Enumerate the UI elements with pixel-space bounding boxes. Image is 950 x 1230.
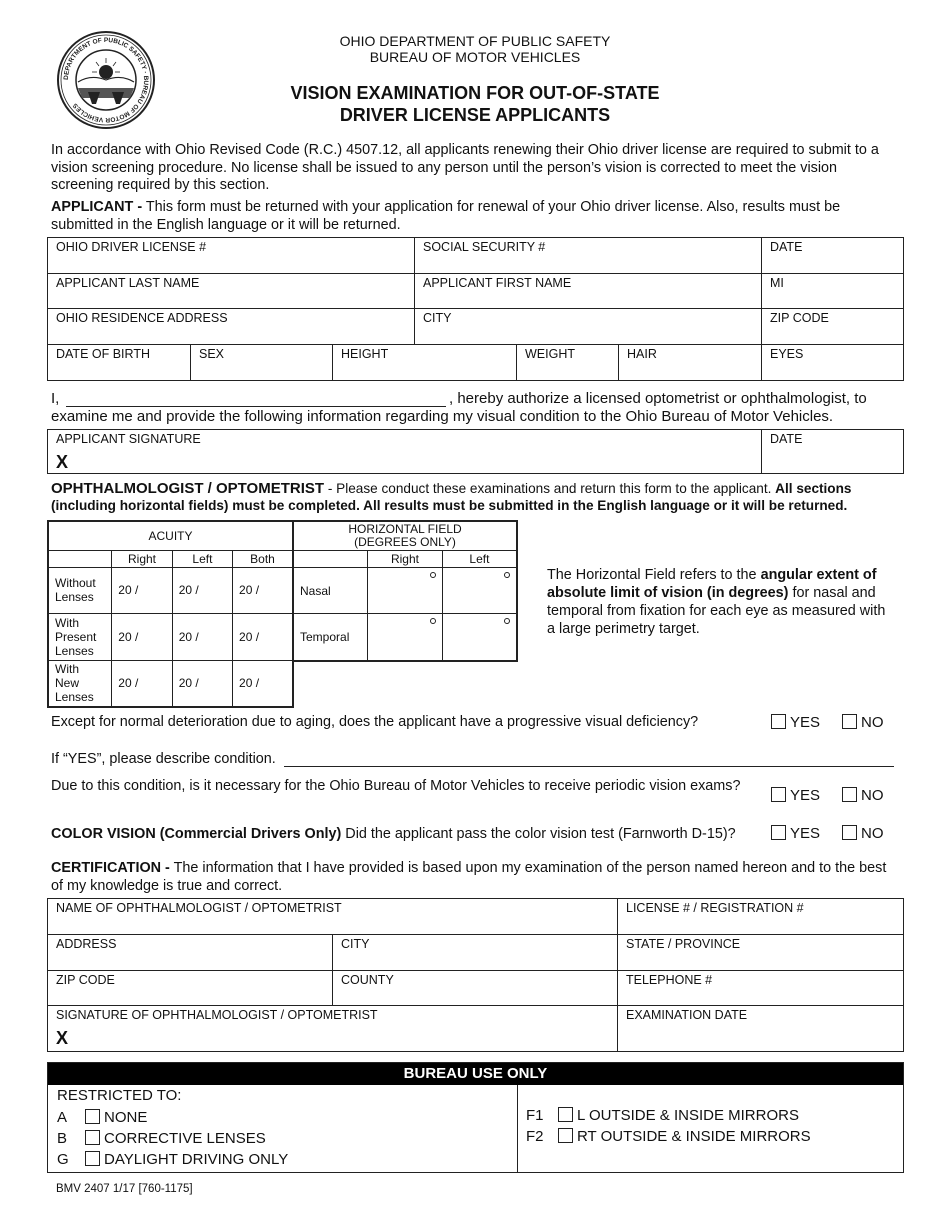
acuity-row: [48, 660, 293, 707]
height-field[interactable]: [333, 345, 517, 380]
doctor-address-field[interactable]: [48, 935, 333, 971]
horizontal-field-table: [292, 520, 518, 662]
first-name-label: APPLICANT FIRST NAME: [423, 276, 572, 290]
degree-icon: [430, 572, 436, 578]
acuity-value-cell[interactable]: 20 /: [112, 660, 172, 707]
doctor-instructions-label: OPHTHALMOLOGIST / OPTOMETRIST: [51, 480, 325, 497]
field-note-bold: angular extent of absolute limit of vision (in degrees): [547, 567, 877, 601]
restriction-label: DAYLIGHT DRIVING ONLY: [104, 1151, 289, 1168]
eyes-label: EYES: [770, 347, 804, 361]
authorization-line-2: examine me and provide the following information regarding my visual condition to the Ohio Bureau of Motor Vehicles.: [51, 408, 834, 425]
mi-field[interactable]: [762, 274, 903, 309]
checkbox-icon[interactable]: [842, 714, 857, 729]
doctor-telephone-field[interactable]: [618, 971, 903, 1006]
certification-label: CERTIFICATION -: [51, 860, 170, 876]
degree-icon: [504, 618, 510, 624]
doctor-telephone-label: TELEPHONE #: [626, 973, 713, 987]
doctor-zip-field[interactable]: [48, 971, 333, 1006]
acuity-value-cell[interactable]: 20 /: [172, 660, 232, 707]
city-label: CITY: [423, 311, 452, 325]
acuity-value-cell[interactable]: 20 /: [233, 613, 293, 660]
color-vision-text: Did the applicant pass the color vision test (Farnworth D-15)?: [341, 826, 736, 842]
acuity-corner: [48, 550, 112, 567]
checkbox-icon[interactable]: [85, 1151, 100, 1166]
field-degree-cell[interactable]: [368, 614, 443, 661]
mi-label: MI: [770, 276, 784, 290]
applicant-signature-field[interactable]: [48, 430, 762, 473]
restriction-option[interactable]: [57, 1109, 147, 1126]
exam-date-label: EXAMINATION DATE: [626, 1008, 748, 1022]
field-col-right: Right: [368, 551, 443, 568]
signature-x-mark: X: [56, 452, 69, 472]
q2-yes-label: YES: [790, 787, 821, 804]
form-title: [180, 82, 770, 126]
hair-label: HAIR: [627, 347, 657, 361]
bureau-use-only-box: [47, 1062, 904, 1173]
q2-no-label: NO: [861, 787, 884, 804]
authorization-suffix: , hereby authorize a licensed optometrist or ophthalmologist, to: [449, 390, 867, 407]
restricted-label: RESTRICTED TO:: [57, 1087, 182, 1104]
field-note-text-2: for nasal and temporal from fixation for each eye as measured with a large perimetry target.: [547, 585, 886, 637]
acuity-table: [47, 520, 294, 708]
signature-date-label: DATE: [770, 432, 803, 446]
restriction-code: B: [57, 1130, 68, 1147]
last-name-field[interactable]: [48, 274, 415, 309]
agency-name: OHIO DEPARTMENT OF PUBLIC SAFETY: [339, 33, 611, 49]
degree-icon: [504, 572, 510, 578]
address-label: OHIO RESIDENCE ADDRESS: [56, 311, 228, 325]
checkbox-icon[interactable]: [771, 787, 786, 802]
q1-yes-option[interactable]: [771, 714, 820, 731]
applicant-note: [51, 199, 896, 234]
applicant-note-text: This form must be returned with your application for renewal of your Ohio driver license. Also, results must be submitted in the English language or it will be returned.: [51, 199, 841, 233]
restriction-label: CORRECTIVE LENSES: [104, 1130, 266, 1147]
field-heading-line-2: (DEGREES ONLY): [354, 535, 456, 549]
color-vision-label: COLOR VISION (Commercial Drivers Only): [51, 826, 342, 842]
doctor-instructions: [51, 480, 896, 514]
field-degree-cell[interactable]: [368, 568, 443, 614]
checkbox-icon[interactable]: [558, 1128, 573, 1143]
doctor-name-label: NAME OF OPHTHALMOLOGIST / OPTOMETRIST: [56, 901, 342, 915]
acuity-col-both: Both: [233, 550, 293, 567]
acuity-row: [48, 567, 293, 613]
dob-field[interactable]: [48, 345, 191, 380]
applicant-note-label: APPLICANT -: [51, 199, 143, 215]
checkbox-icon[interactable]: [842, 825, 857, 840]
date-field[interactable]: [762, 238, 903, 274]
ohio-license-label: OHIO DRIVER LICENSE #: [56, 240, 207, 254]
mirror-label: RT OUTSIDE & INSIDE MIRRORS: [577, 1128, 811, 1145]
agency-header: [180, 33, 770, 65]
zip-field[interactable]: [762, 309, 903, 345]
ohio-license-field[interactable]: [48, 238, 415, 274]
doctor-name-field[interactable]: [48, 899, 618, 935]
height-label: HEIGHT: [341, 347, 389, 361]
progressive-deficiency-question: Except for normal deterioration due to aging, does the applicant have a progressive visual deficiency?: [51, 714, 699, 730]
acuity-value-cell[interactable]: 20 /: [172, 567, 232, 613]
city-field[interactable]: [415, 309, 762, 345]
ssn-label: SOCIAL SECURITY #: [423, 240, 546, 254]
doctor-address-label: ADDRESS: [56, 937, 117, 951]
eyes-field[interactable]: [762, 345, 903, 380]
bureau-name: BUREAU OF MOTOR VEHICLES: [369, 49, 581, 65]
address-field[interactable]: [48, 309, 415, 345]
checkbox-icon[interactable]: [85, 1109, 100, 1124]
color-vision-question: [51, 826, 736, 843]
doctor-signature-field[interactable]: [48, 1006, 618, 1051]
restriction-label: NONE: [104, 1109, 148, 1126]
acuity-row-label: Without Lenses: [48, 567, 112, 613]
acuity-value-cell[interactable]: 20 /: [112, 567, 172, 613]
field-row-label: Temporal: [293, 614, 368, 661]
exam-date-field[interactable]: [618, 1006, 903, 1051]
certification-text: The information that I have provided is based upon my examination of the person named hereon and to the best of my knowledge is true and correct.: [51, 860, 887, 894]
doctor-signature-label: SIGNATURE OF OPHTHALMOLOGIST / OPTOMETRIST: [56, 1008, 378, 1022]
title-line-2: DRIVER LICENSE APPLICANTS: [339, 105, 611, 125]
restriction-option[interactable]: [57, 1151, 288, 1168]
bureau-heading: BUREAU USE ONLY: [48, 1063, 903, 1085]
q1-no-option[interactable]: [842, 714, 884, 731]
last-name-label: APPLICANT LAST NAME: [56, 276, 200, 290]
intro-paragraph: In accordance with Ohio Revised Code (R.C.) 4507.12, all applicants renewing their Ohio driver license are required to submit to a vision screening procedure. No license shall be issued to any person until the person’s vision is corrected to meet the vision screening required by this section.: [51, 142, 879, 193]
color-yes-label: YES: [790, 825, 821, 842]
describe-condition-label: If “YES”, please describe condition.: [51, 751, 276, 767]
doctor-county-label: COUNTY: [341, 973, 394, 987]
doctor-zip-label: ZIP CODE: [56, 973, 115, 987]
field-col-left: Left: [442, 551, 517, 568]
doctor-instructions-bold: All sections (including horizontal fields) must be completed. All results must be submitted in the English language or it will be returned.: [51, 481, 852, 513]
field-row: [293, 614, 517, 661]
date-label: DATE: [770, 240, 803, 254]
dob-label: DATE OF BIRTH: [56, 347, 150, 361]
zip-label: ZIP CODE: [770, 311, 829, 325]
acuity-value-cell[interactable]: 20 /: [233, 567, 293, 613]
doctor-license-label: LICENSE # / REGISTRATION #: [626, 901, 804, 915]
mirror-code: F2: [526, 1128, 544, 1145]
applicant-signature-label: APPLICANT SIGNATURE: [56, 432, 201, 446]
field-row-label: Nasal: [293, 568, 368, 614]
applicant-signature-box: [47, 429, 904, 474]
acuity-heading: ACUITY: [48, 521, 293, 550]
field-row: [293, 568, 517, 614]
checkbox-icon[interactable]: [85, 1130, 100, 1145]
first-name-field[interactable]: [415, 274, 762, 309]
field-heading: [293, 521, 517, 551]
bureau-divider: [517, 1085, 518, 1172]
seal-text: DEPARTMENT OF PUBLIC SAFETY · BUREAU OF MOTOR VEHICLES: [62, 37, 150, 124]
restriction-code: A: [57, 1109, 68, 1126]
applicant-info-grid: [47, 237, 904, 381]
field-note-text-1: The Horizontal Field refers to the: [547, 567, 761, 583]
ohio-seal-logo: [56, 30, 156, 130]
doctor-license-field[interactable]: [618, 899, 903, 935]
ssn-field[interactable]: [415, 238, 762, 274]
doctor-state-label: STATE / PROVINCE: [626, 937, 741, 951]
doctor-city-field[interactable]: [333, 935, 618, 971]
form-number: BMV 2407 1/17 [760-1175]: [56, 1183, 193, 1195]
acuity-col-left: Left: [172, 550, 232, 567]
title-line-1: VISION EXAMINATION FOR OUT-OF-STATE: [290, 83, 660, 103]
doctor-signature-x-mark: X: [56, 1028, 69, 1048]
describe-condition-line[interactable]: [284, 750, 894, 767]
authorization-prefix: I,: [51, 390, 60, 407]
doctor-city-label: CITY: [341, 937, 370, 951]
doctor-state-field[interactable]: [618, 935, 903, 971]
periodic-exam-question: Due to this condition, is it necessary for the Ohio Bureau of Motor Vehicles to receive periodic vision exams?: [51, 778, 741, 794]
q1-no-label: NO: [861, 714, 884, 731]
doctor-info-grid: [47, 898, 904, 1052]
horizontal-field-note: [547, 566, 892, 638]
field-corner: [293, 551, 368, 568]
certification-statement: [51, 860, 896, 895]
mirror-restriction-option[interactable]: [526, 1128, 811, 1145]
color-yes-option[interactable]: [771, 825, 820, 842]
q1-yes-label: YES: [790, 714, 821, 731]
mirror-restriction-option[interactable]: [526, 1107, 799, 1124]
checkbox-icon[interactable]: [842, 787, 857, 802]
mirror-label: L OUTSIDE & INSIDE MIRRORS: [577, 1107, 799, 1124]
color-no-label: NO: [861, 825, 884, 842]
acuity-value-cell[interactable]: 20 /: [112, 613, 172, 660]
checkbox-icon[interactable]: [771, 714, 786, 729]
hair-field[interactable]: [619, 345, 762, 380]
weight-label: WEIGHT: [525, 347, 575, 361]
mirror-code: F1: [526, 1107, 544, 1124]
sex-field[interactable]: [191, 345, 333, 380]
q2-yes-option[interactable]: [771, 787, 820, 804]
sex-label: SEX: [199, 347, 225, 361]
signature-date-field[interactable]: [762, 430, 903, 473]
restriction-option[interactable]: [57, 1130, 266, 1147]
q2-no-option[interactable]: [842, 787, 884, 804]
checkbox-icon[interactable]: [558, 1107, 573, 1122]
degree-icon: [430, 618, 436, 624]
doctor-county-field[interactable]: [333, 971, 618, 1006]
weight-field[interactable]: [517, 345, 619, 380]
doctor-instructions-text: - Please conduct these examinations and return this form to the applicant.: [324, 481, 776, 496]
acuity-row-label: With New Lenses: [48, 660, 112, 707]
field-degree-cell[interactable]: [442, 614, 517, 661]
authorizer-name-line[interactable]: [66, 390, 446, 407]
field-degree-cell[interactable]: [442, 568, 517, 614]
color-no-option[interactable]: [842, 825, 884, 842]
acuity-value-cell[interactable]: 20 /: [172, 613, 232, 660]
acuity-row-label: With Present Lenses: [48, 613, 112, 660]
restriction-code: G: [57, 1151, 69, 1168]
acuity-value-cell[interactable]: 20 /: [233, 660, 293, 707]
acuity-row: [48, 613, 293, 660]
acuity-col-right: Right: [112, 550, 172, 567]
field-heading-line-1: HORIZONTAL FIELD: [348, 522, 462, 536]
checkbox-icon[interactable]: [771, 825, 786, 840]
